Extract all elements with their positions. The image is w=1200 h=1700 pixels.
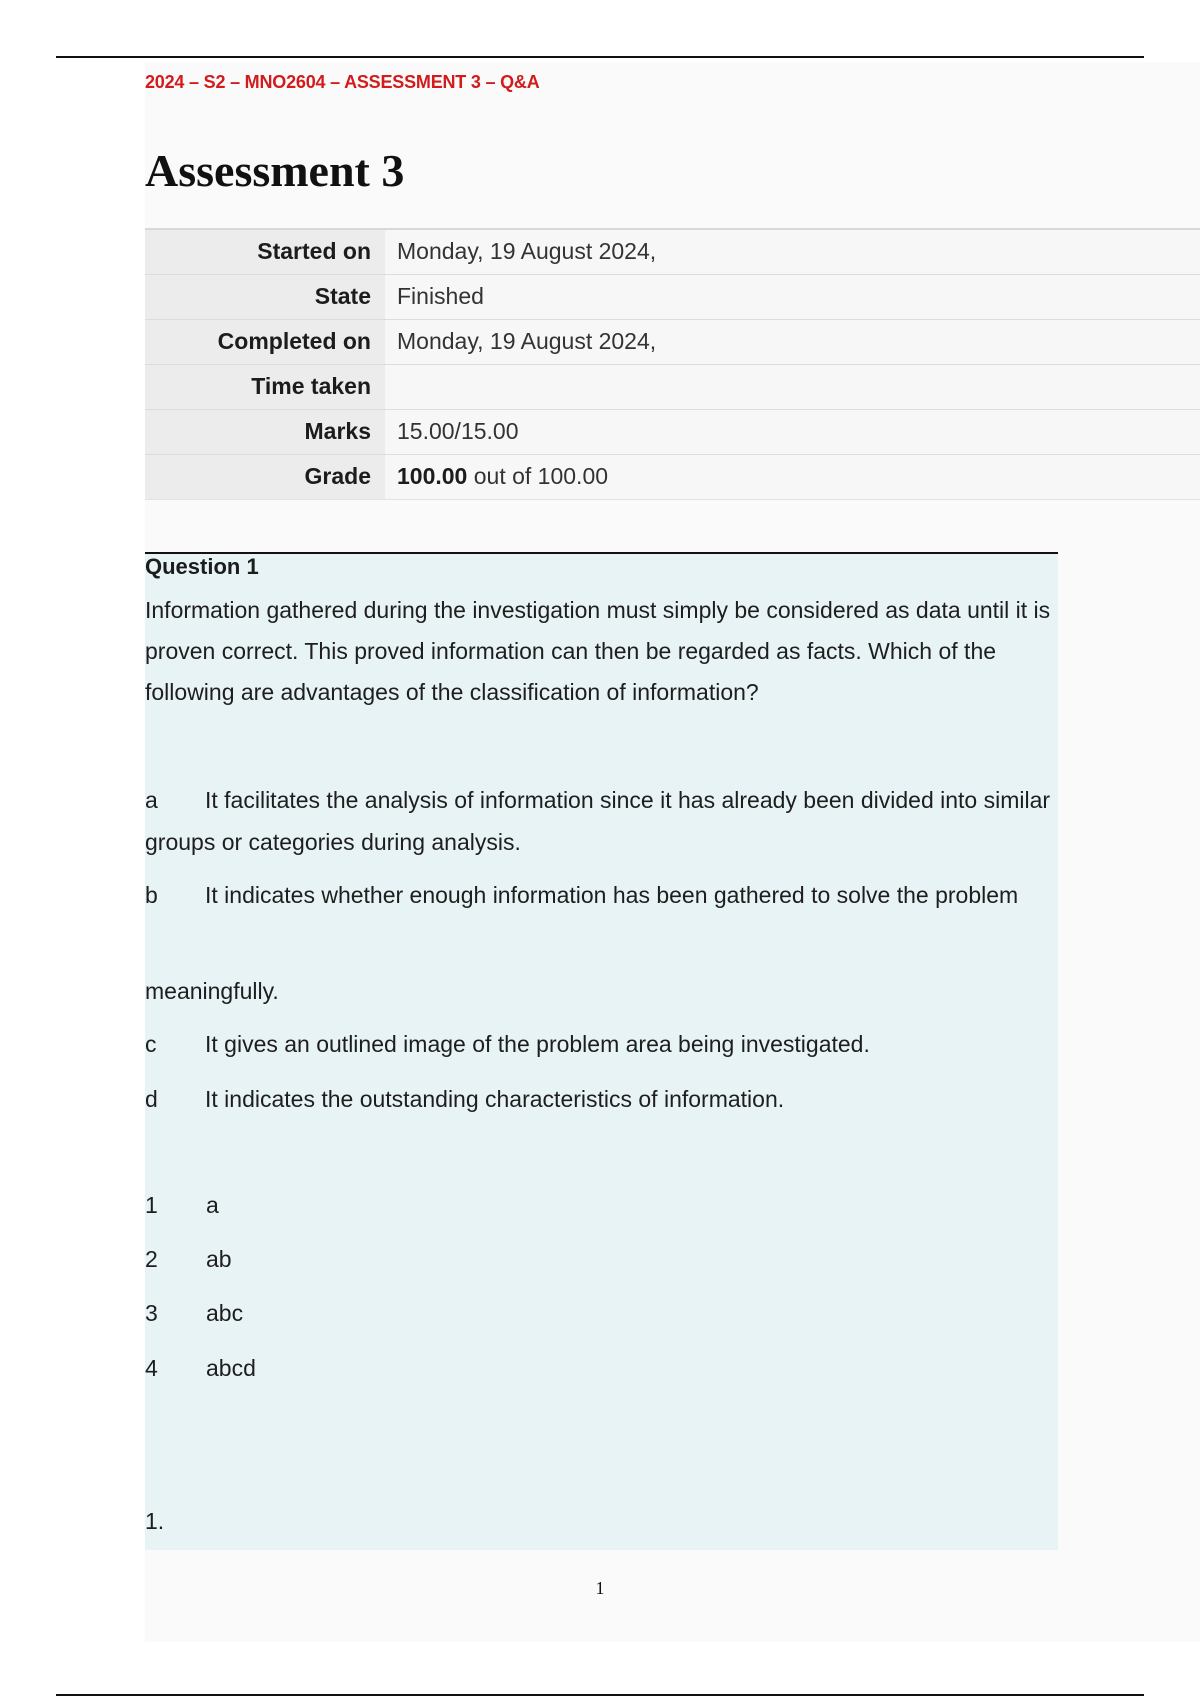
choice-value: a — [206, 1192, 219, 1218]
option-text: meaningfully. — [145, 978, 279, 1004]
choice-item — [145, 1300, 243, 1327]
question-rule — [145, 552, 1058, 554]
grade-out-of: out of 100.00 — [467, 463, 609, 489]
trailing-marker: 1. — [145, 1508, 165, 1534]
top-rule — [56, 56, 1144, 58]
summary-value: Finished — [385, 274, 1200, 319]
choice-item — [145, 1246, 232, 1273]
summary-value: Monday, 19 August 2024, — [385, 229, 1200, 274]
summary-row-state — [145, 274, 1200, 319]
summary-value — [385, 454, 1200, 499]
summary-label: Completed on — [145, 319, 385, 364]
option-d — [145, 1078, 1055, 1120]
page-number: 1 — [595, 1578, 605, 1598]
summary-row-started — [145, 229, 1200, 274]
summary-row-grade — [145, 454, 1200, 499]
summary-value: 15.00/15.00 — [385, 409, 1200, 454]
bottom-rule — [56, 1694, 1144, 1696]
choice-value: abcd — [206, 1355, 256, 1381]
option-text: It indicates the outstanding characteristics of information. — [205, 1086, 785, 1112]
summary-row-completed — [145, 319, 1200, 364]
summary-row-time-taken — [145, 364, 1200, 409]
option-b — [145, 874, 1055, 916]
choice-item — [145, 1192, 219, 1219]
choice-number: 1 — [145, 1192, 158, 1218]
choice-value: ab — [206, 1246, 232, 1272]
summary-value: Monday, 19 August 2024, — [385, 319, 1200, 364]
assessment-title: Assessment 3 — [145, 145, 405, 196]
option-letter: c — [145, 1031, 157, 1057]
choice-value: abc — [206, 1300, 244, 1326]
summary-label: Started on — [145, 229, 385, 274]
option-letter: a — [145, 787, 158, 813]
question-text: Information gathered during the investigation must simply be considered as data until it is proven correct. This proved information can then be regarded as facts. Which of the following are advantages of the classification of information? — [145, 597, 1051, 705]
summary-value — [385, 364, 1200, 409]
option-letter: b — [145, 882, 158, 908]
option-b-continued — [145, 970, 1055, 1012]
summary-label: Time taken — [145, 364, 385, 409]
summary-row-marks — [145, 409, 1200, 454]
option-a — [145, 779, 1055, 863]
attempt-summary-table — [145, 228, 1200, 500]
question-label: Question 1 — [145, 554, 259, 579]
choice-item — [145, 1355, 256, 1382]
document-header-title: 2024 – S2 – MNO2604 – ASSESSMENT 3 – Q&A — [145, 72, 540, 92]
choice-number: 2 — [145, 1246, 158, 1272]
summary-label: State — [145, 274, 385, 319]
option-c — [145, 1023, 1055, 1065]
option-letter: d — [145, 1086, 158, 1112]
option-text: It facilitates the analysis of information since it has already been divided into similar groups or categories during analysis. — [145, 787, 1051, 855]
summary-label: Grade — [145, 454, 385, 499]
option-text: It gives an outlined image of the problem area being investigated. — [205, 1031, 870, 1057]
summary-label: Marks — [145, 409, 385, 454]
choice-number: 4 — [145, 1355, 158, 1381]
grade-score: 100.00 — [397, 463, 468, 489]
choice-number: 3 — [145, 1300, 158, 1326]
option-text: It indicates whether enough information has been gathered to solve the problem — [205, 882, 1019, 908]
